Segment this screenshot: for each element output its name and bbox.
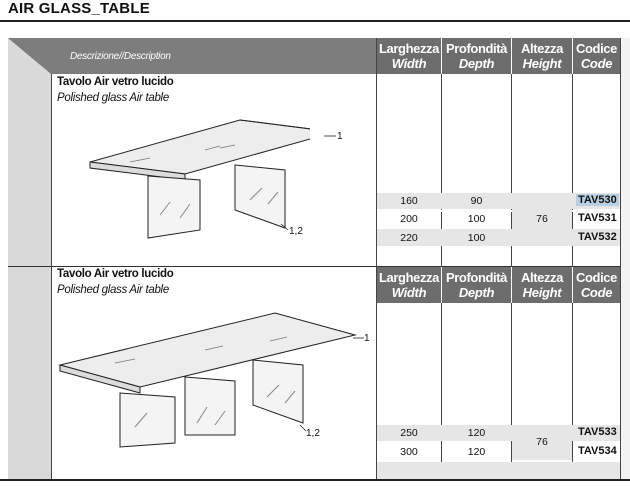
code-value[interactable]: TAV531	[578, 212, 617, 224]
code-value[interactable]: TAV532	[578, 231, 617, 243]
depth-value: 120	[467, 427, 486, 439]
header-height-it: Altezza	[521, 41, 563, 56]
header-width-en: Width	[391, 285, 427, 300]
header-code-it: Codice	[576, 270, 617, 285]
width-value: 300	[400, 446, 418, 458]
callout-label: 1	[337, 131, 343, 142]
width-value: 160	[400, 195, 418, 207]
header-depth-en: Depth	[458, 285, 495, 300]
header-width-en: Width	[391, 56, 427, 71]
width-value: 200	[400, 213, 418, 225]
depth-value: 100	[467, 232, 486, 244]
callout-label: 1	[364, 333, 370, 344]
product-name-en: Polished glass Air table	[57, 284, 169, 296]
callout-label: 1,2	[306, 428, 320, 439]
description-label: Descrizione//Description	[70, 51, 171, 62]
depth-value: 90	[470, 195, 483, 207]
header-width-it: Larghezza	[379, 270, 439, 285]
header-depth-it: Profondità	[446, 41, 507, 56]
header-width-it: Larghezza	[379, 41, 439, 56]
code-value-selected[interactable]: TAV530	[578, 194, 617, 206]
table-row	[377, 462, 620, 479]
code-value[interactable]: TAV533	[578, 426, 617, 438]
height-value: 76	[536, 213, 548, 225]
header-height-en: Height	[522, 285, 562, 300]
product-name: Tavolo Air vetro lucido	[57, 76, 174, 88]
code-value[interactable]: TAV534	[578, 445, 617, 457]
header-code-it: Codice	[576, 41, 617, 56]
header-depth-en: Depth	[458, 56, 495, 71]
depth-value: 120	[467, 446, 486, 458]
height-value: 76	[536, 436, 548, 448]
callout-label: 1,2	[289, 226, 303, 237]
header-height-en: Height	[522, 56, 562, 71]
header-depth-it: Profondità	[446, 270, 507, 285]
bottom-divider	[0, 479, 630, 481]
product-name: Tavolo Air vetro lucido	[57, 268, 174, 280]
width-value: 220	[400, 232, 418, 244]
depth-value: 100	[467, 213, 486, 225]
width-value: 250	[400, 427, 418, 439]
header-height-it: Altezza	[521, 270, 563, 285]
header-code-en: Code	[580, 285, 613, 300]
header-code-en: Code	[580, 56, 613, 71]
page-title: AIR GLASS_TABLE	[8, 0, 150, 17]
product-name-en: Polished glass Air table	[57, 92, 169, 104]
